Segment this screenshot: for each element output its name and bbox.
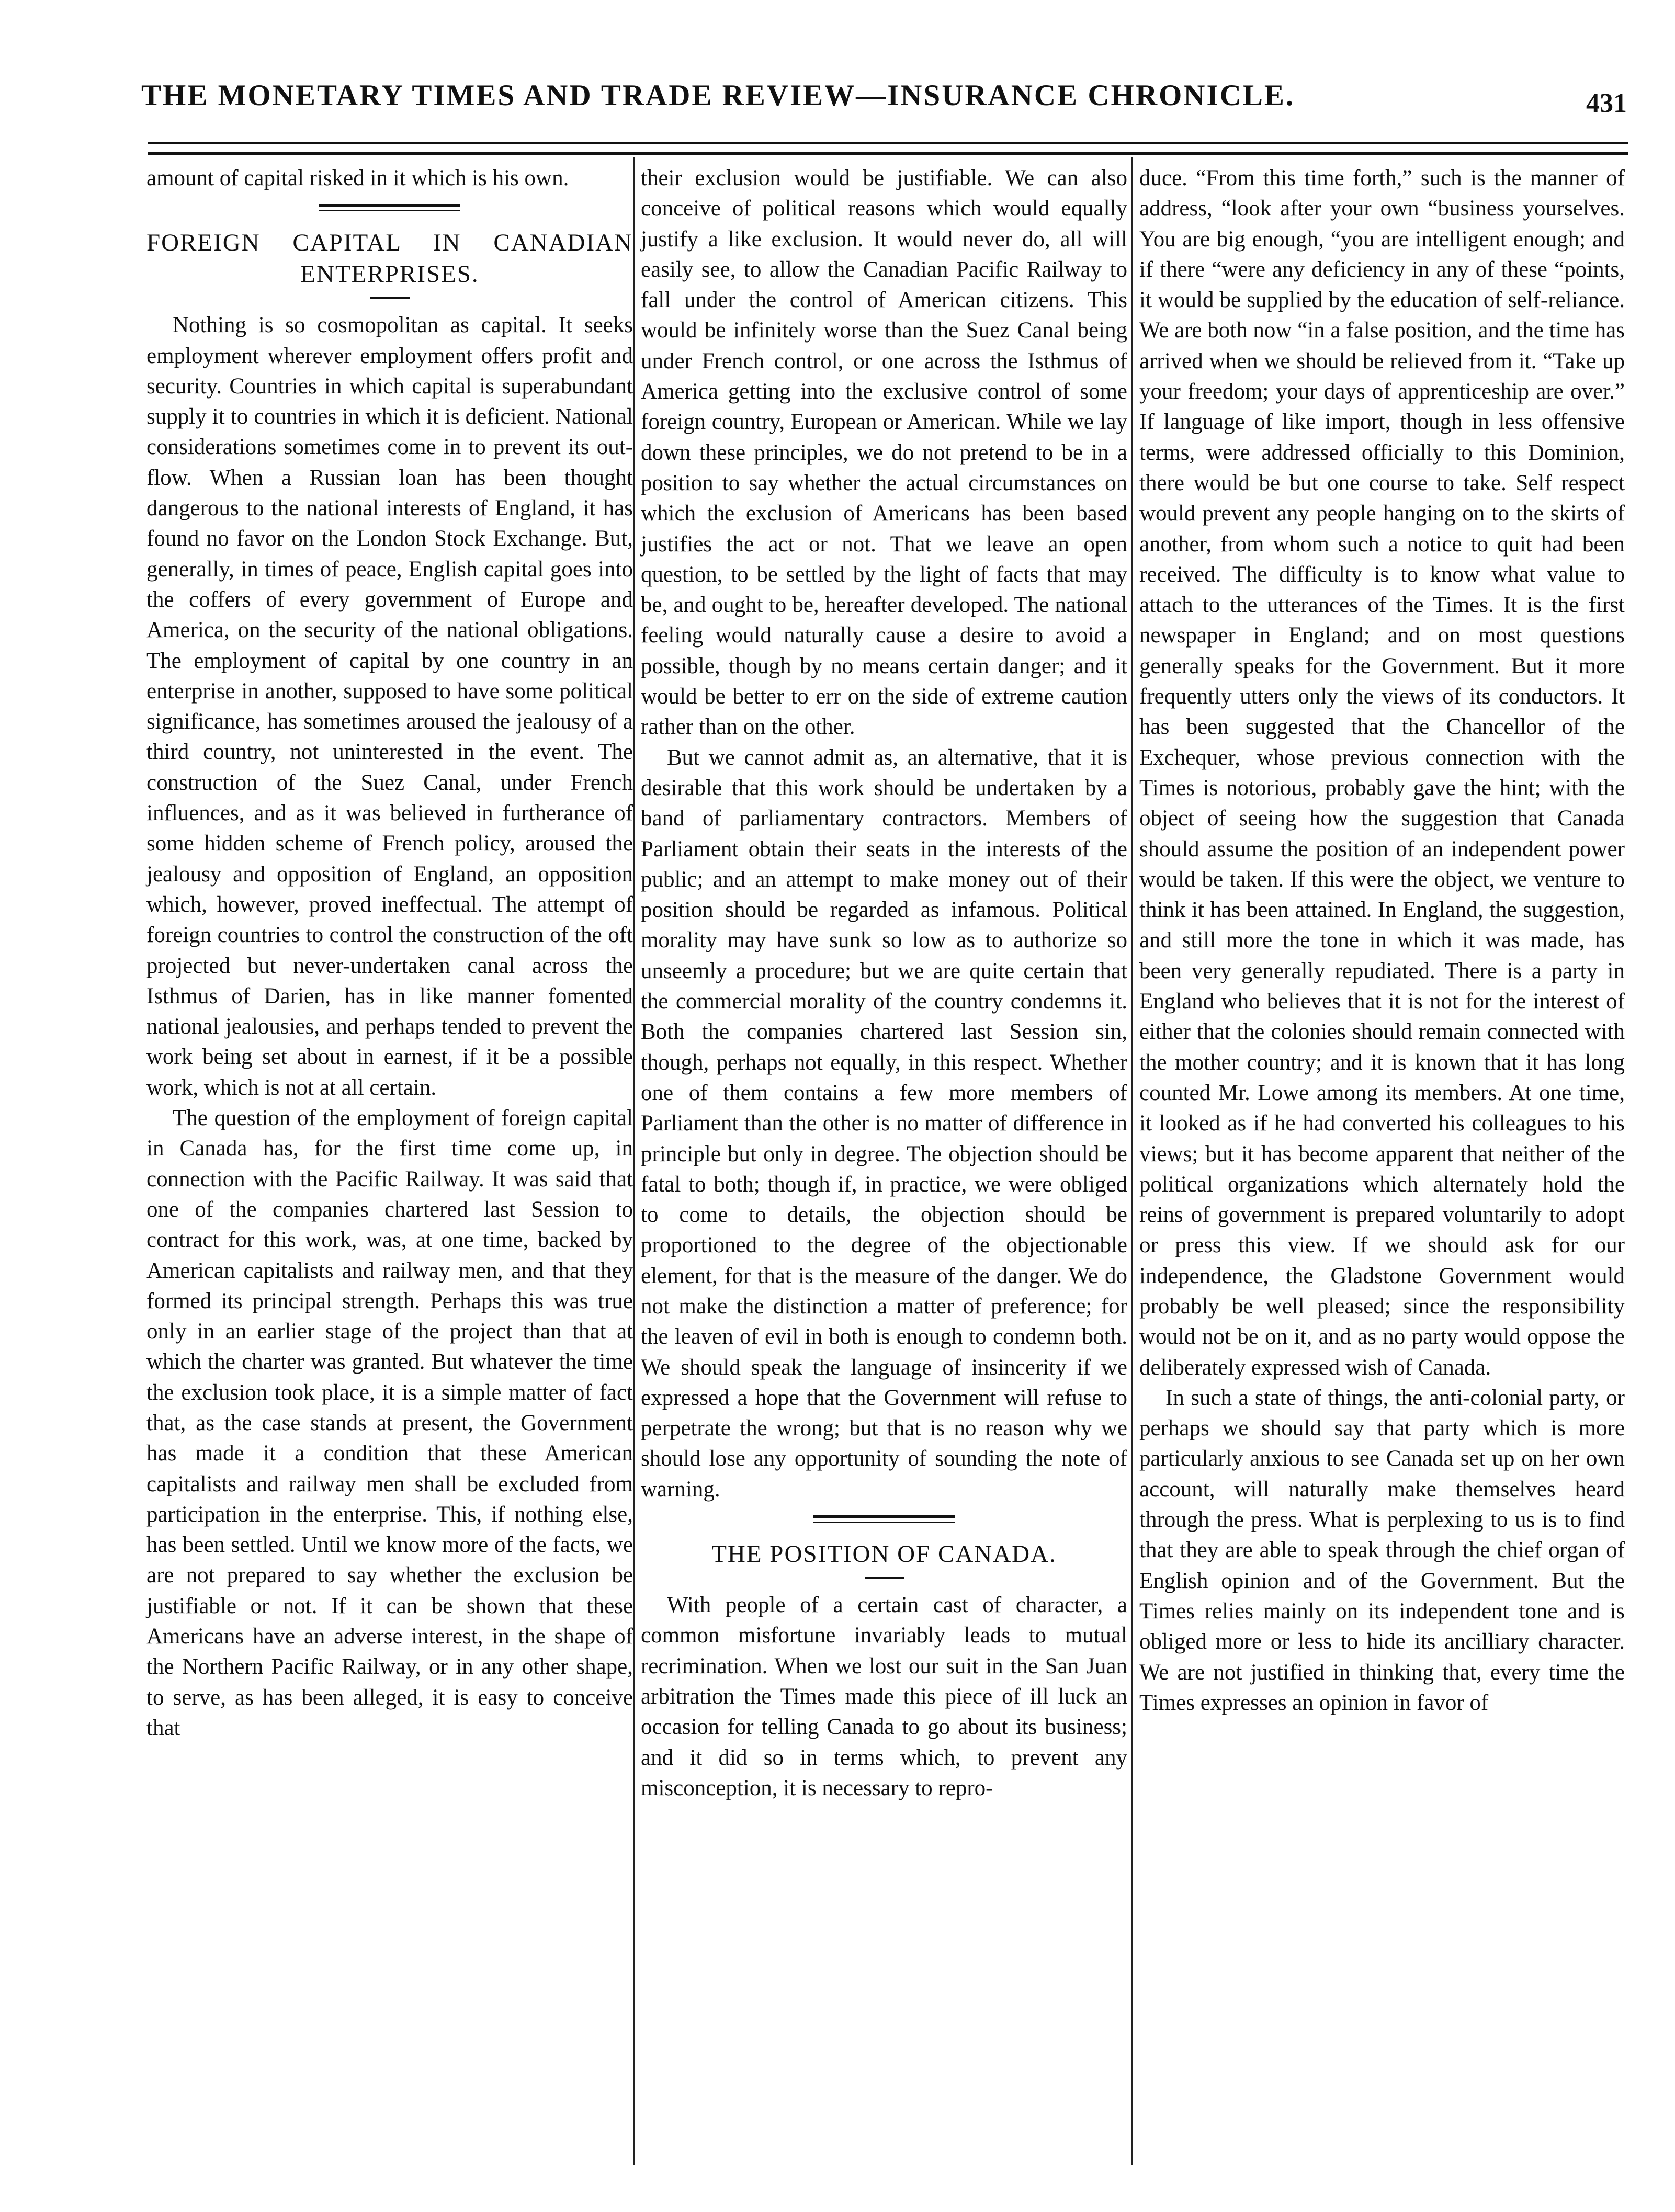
running-head: THE MONETARY TIMES AND TRADE REVIEW—INSURANCE CHRONICLE. — [141, 79, 1295, 112]
article-separator — [319, 204, 460, 211]
paragraph: duce. “From this time forth,” such is the manner of address, “look after your own “business yourselves. You are big enough, “you are intelligent enough; and if there “were any deficiency in any of these “points, it would be supplied by the education of self-reliance. We are both now “in a false position, and the time has arrived when we should be relieved from it. “Take up your freedom; your days of apprenticeship are over.” If language of like import, though in less offensive terms, were addressed officially to this Dominion, there would be but one course to take. Self respect would prevent any people hanging on to the skirts of another, from whom such a notice to quit had been received. The difficulty is to know what value to attach to the utterances of the Times. It is the first newspaper in England; and on most questions generally speaks for the Government. But it more frequently utters only the views of its conductors. It has been suggested that the Chancellor of the Exchequer, whose previous connection with the Times is notorious, probably gave the hint; with the object of seeing how the suggestion that Canada should assume the position of an independent power would be taken. If this were the object, we venture to think it has been attained. In England, the suggestion, and still more the tone in which it was made, has been very generally repudiated. There is a party in England who believes that it is not for the interest of either that the colonies should remain connected with the mother country; and it is known that it has long counted Mr. Lowe among its members. At one time, it looked as if he had converted his colleagues to his views; but it has become apparent that neither of the political organizations which alternately hold the reins of government is prepared voluntarily to adopt or press this view. If we should ask for our independence, the Gladstone Government would probably be well pleased; since the responsibility would not be on it, and as no party would oppose the deliberately expressed wish of Canada. — [1139, 166, 1625, 1380]
header-rule-thick — [148, 152, 1628, 155]
column-1 — [146, 163, 633, 1743]
continued-text: amount of capital risked in it which is his own. — [146, 166, 569, 190]
article-headline: THE POSITION OF CANADA. — [711, 1540, 1057, 1568]
paragraph: The question of the employment of foreign capital in Canada has, for the first time come up, in connection with the Pacific Railway. It was said that one of the companies chartered last Session to contract for this work, was, at one time, backed by American capitalists and railway men, and that they formed its principal strength. Perhaps this was true only in an earlier stage of the project than that at which the charter was granted. But whatever the time the exclusion took place, it is a simple matter of fact that, as the case stands at present, the Government has made it a condition that these American capitalists and railway men shall be excluded from participation in the enterprise. This, if nothing else, has been settled. Until we know more of the facts, we are not prepared to say whether the exclusion be justifiable or not. If it can be shown that these Americans have an adverse interest, in the shape of the Northern Pacific Railway, or in any other shape, to serve, as has been alleged, it is easy to conceive that — [146, 1106, 633, 1740]
page-header — [141, 78, 1627, 118]
headline-rule — [370, 297, 410, 299]
paragraph: Nothing is so cosmopolitan as capital. It seeks employment wherever employment offers profit and security. Countries in which capital is superabundant supply it to countries in which it is deficient. National considerations sometimes come in to prevent its out-flow. When a Russian loan has been thought dangerous to the national interests of England, it has found no favor on the London Stock Exchange. But, generally, in times of peace, English capital goes into the coffers of every government of Europe and America, on the security of the national obligations. The employment of capital by one country in an enterprise in another, supposed to have some political significance, has sometimes aroused the jealousy of a third country, not uninterested in the event. The construction of the Suez Canal, under French influences, and as it was believed in furtherance of some hidden scheme of French policy, aroused the jealousy and opposition of England, an opposition which, however, proved ineffectual. The attempt of foreign countries to control the construction of the oft projected but never-undertaken canal across the Isthmus of Darien, has in like manner fomented national jealousies, and perhaps tended to prevent the work being set about in earnest, if it be a possible work, which is not at all certain. — [146, 313, 633, 1100]
page-number: 431 — [1586, 88, 1627, 118]
column-divider — [1131, 157, 1133, 2165]
column-3 — [1139, 163, 1625, 1718]
paragraph: But we cannot admit as, an alternative, that it is desirable that this work should be undertaken by a band of parliamentary contractors. Members of Parliament obtain their seats in the interests of the public; and an attempt to make money out of their position should be regarded as infamous. Political morality may have sunk so low as to authorize so unseemly a procedure; but we are quite certain that the commercial morality of the country condemns it. Both the companies chartered last Session sin, though, perhaps not equally, in this respect. Whether one of them contains a few more members of Parliament than the other is no matter of difference in principle but only in degree. The objection should be fatal to both; though if, in practice, we were obliged to come to details, the objection should be proportioned to the degree of the objectionable element, for that is the measure of the danger. We do not make the distinction a matter of preference; for the leaven of evil in both is enough to condemn both. We should speak the language of insincerity if we expressed a hope that the Government will refuse to perpetrate the wrong; but that is no reason why we should lose any opportunity of sounding the note of warning. — [641, 745, 1127, 1502]
article-separator — [813, 1515, 955, 1523]
paragraph: In such a state of things, the anti-colonial party, or perhaps we should say that party which is more particularly anxious to see Canada set up on her own account, will naturally make themselves heard through the press. What is perplexing to us is to find that they are able to speak through the chief organ of English opinion and of the Government. But the Times relies mainly on its independent tone and is obliged more or less to hide its ancilliary character. We are not justified in thinking that, every time the Times expresses an opinion in favor of — [1139, 1385, 1625, 1715]
header-rule-thin — [148, 142, 1628, 144]
article-headline: FOREIGN CAPITAL IN CANADIAN ENTERPRISES. — [146, 229, 633, 288]
headline-rule — [865, 1577, 904, 1579]
paragraph: their exclusion would be justifiable. We can also conceive of political reasons which would equally justify a like exclusion. It would never do, all will easily see, to allow the Canadian Pacific Railway to fall under the control of American citizens. This would be infinitely worse than the Suez Canal being under French control, or one across the Isthmus of America getting into the exclusive control of some foreign country, European or American. While we lay down these principles, we do not pretend to be in a position to say whether the actual circumstances on which the exclusion of Americans has been based justifies the act or not. That we leave an open question, to be settled by the light of facts that may be, and ought to be, hereafter developed. The national feeling would naturally cause a desire to avoid a possible, though by no means certain danger; and it would be better to err on the side of extreme caution rather than on the other. — [641, 166, 1127, 740]
column-2 — [641, 163, 1127, 1803]
paragraph: With people of a certain cast of character, a common misfortune invariably leads to mutual recrimination. When we lost our suit in the San Juan arbitration the Times made this piece of ill luck an occasion for telling Canada to go about its business; and it did so in terms which, to prevent any misconception, it is necessary to repro- — [641, 1593, 1127, 1800]
column-divider — [633, 157, 635, 2165]
